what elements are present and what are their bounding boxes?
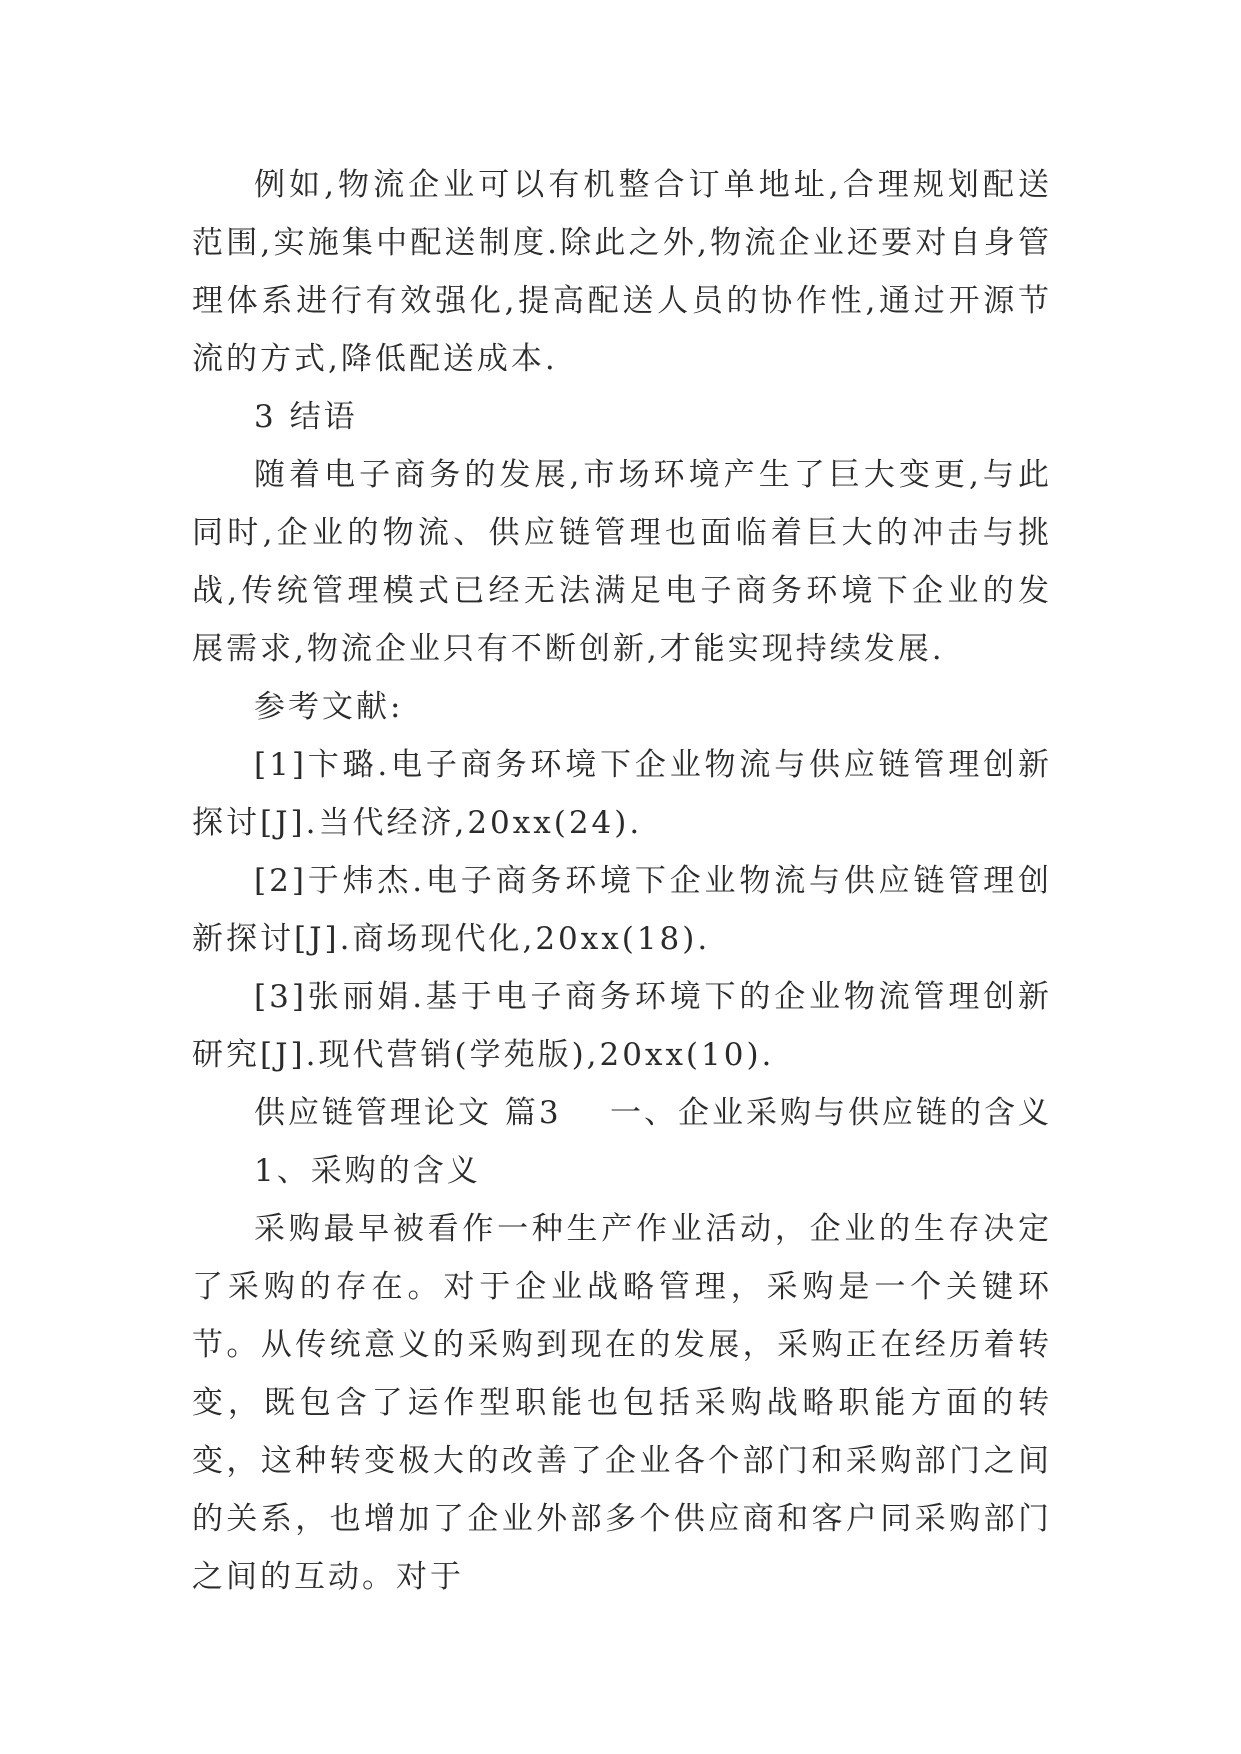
- article-part-title: 供应链管理论文 篇3: [254, 1095, 562, 1131]
- reference-item-3: [3]张丽娟.基于电子商务环境下的企业物流管理创新研究[J].现代营销(学苑版),20xx(10).: [192, 979, 1052, 1073]
- paragraph-logistics-cost: 例如,物流企业可以有机整合订单地址,合理规划配送范围,实施集中配送制度.除此之外,物流企业还要对自身管理体系进行有效强化,提高配送人员的协作性,通过开源节流的方式,降低配送成本.: [192, 167, 1052, 377]
- references-heading: 参考文献:: [254, 689, 404, 725]
- paragraph-procurement-meaning: 采购最早被看作一种生产作业活动，企业的生存决定了采购的存在。对于企业战略管理，采购是一个关键环节。从传统意义的采购到现在的发展，采购正在经历着转变，既包含了运作型职能也包括采购战略职能方面的转变，这种转变极大的改善了企业各个部门和采购部门之间的关系，也增加了企业外部多个供应商和客户同采购部门之间的互动。对于: [192, 1211, 1052, 1595]
- subsection-heading-procurement: 1、采购的含义: [254, 1153, 481, 1189]
- article-part-subtitle: 一、企业采购与供应链的含义: [610, 1095, 1052, 1131]
- reference-item-2: [2]于炜杰.电子商务环境下企业物流与供应链管理创新探讨[J].商场现代化,20xx(18).: [192, 863, 1052, 957]
- paragraph-conclusion: 随着电子商务的发展,市场环境产生了巨大变更,与此同时,企业的物流、供应链管理也面临着巨大的冲击与挑战,传统管理模式已经无法满足电子商务环境下企业的发展需求,物流企业只有不断创新,才能实现持续发展.: [192, 457, 1052, 667]
- reference-item-1: [1]卞璐.电子商务环境下企业物流与供应链管理创新探讨[J].当代经济,20xx(24).: [192, 747, 1052, 841]
- article-section-heading: [192, 1084, 1052, 1142]
- document-body: [192, 156, 1052, 1606]
- section-heading-conclusion: 3 结语: [254, 399, 358, 435]
